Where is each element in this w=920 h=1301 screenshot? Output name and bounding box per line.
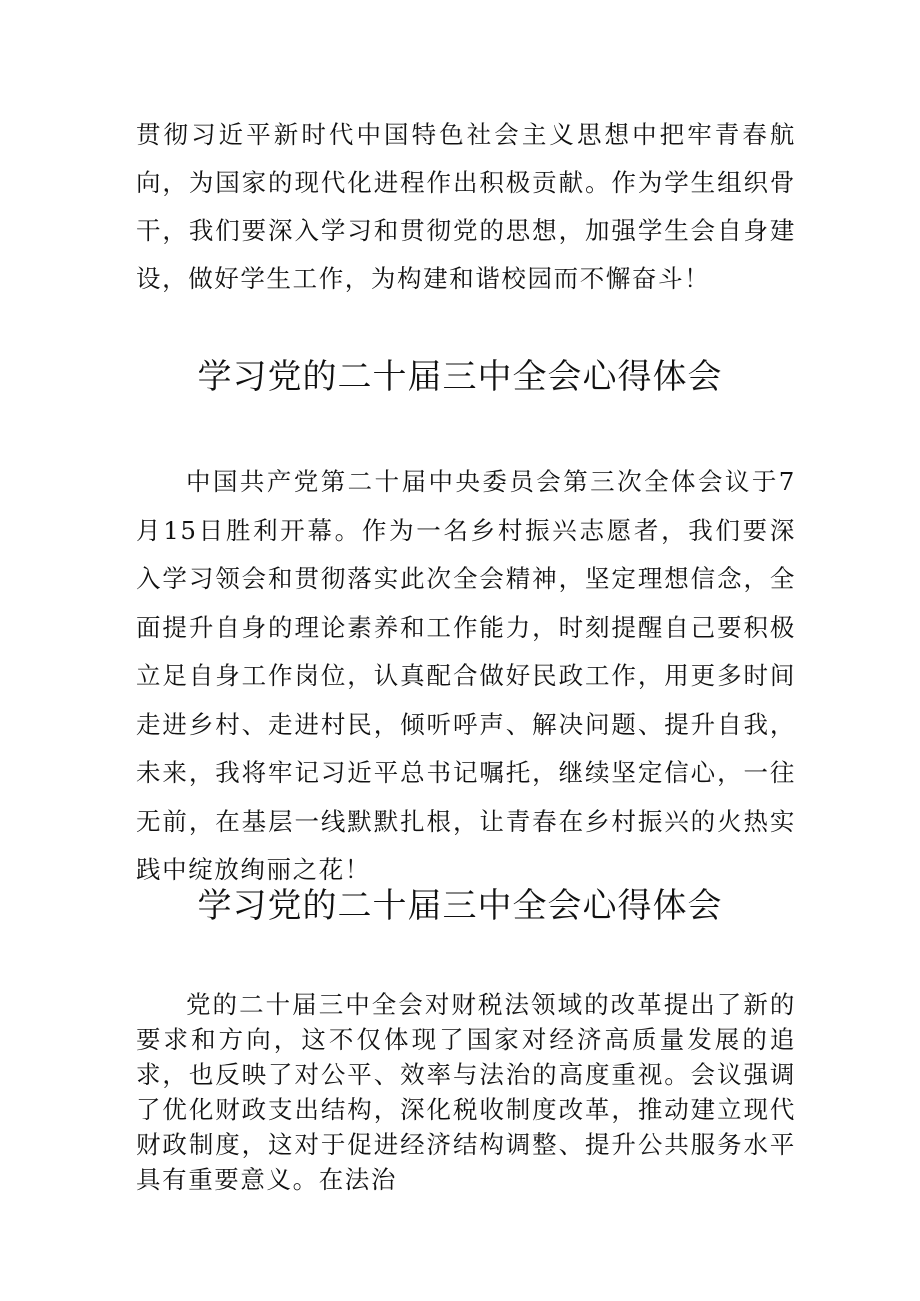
section-paragraph-2: 党的二十届三中全会对财税法领域的改革提出了新的要求和方向，这不仅体现了国家对经济高质量发展的追求，也反映了对公平、效率与法治的高度重视。会议强调了优化财政支出结构，深化税收制度改革，推动建立现代财政制度，这对于促进经济结构调整、提升公共服务水平具有重要意义。在法治: [136, 990, 796, 1194]
intro-paragraph: 贯彻习近平新时代中国特色社会主义思想中把牢青春航向，为国家的现代化进程作出积极贡献。作为学生组织骨干，我们要深入学习和贯彻党的思想，加强学生会自身建设，做好学生工作，为构建和谐校园而不懈奋斗！: [136, 120, 796, 293]
section-paragraph-1: 中国共产党第二十届中央委员会第三次全体会议于7月15日胜利开幕。作为一名乡村振兴志愿者，我们要深入学习领会和贯彻落实此次全会精神，坚定理想信念，全面提升自身的理论素养和工作能力，时刻提醒自己要积极立足自身工作岗位，认真配合做好民政工作，用更多时间走进乡村、走进村民，倾听呼声、解决问题、提升自我，未来，我将牢记习近平总书记嘱托，继续坚定信心，一往无前，在基层一线默默扎根，让青春在乡村振兴的火热实践中绽放绚丽之花！: [136, 467, 796, 884]
section-title-1: 学习党的二十届三中全会心得体会: [197, 357, 723, 397]
section-title-2: 学习党的二十届三中全会心得体会: [197, 886, 723, 926]
